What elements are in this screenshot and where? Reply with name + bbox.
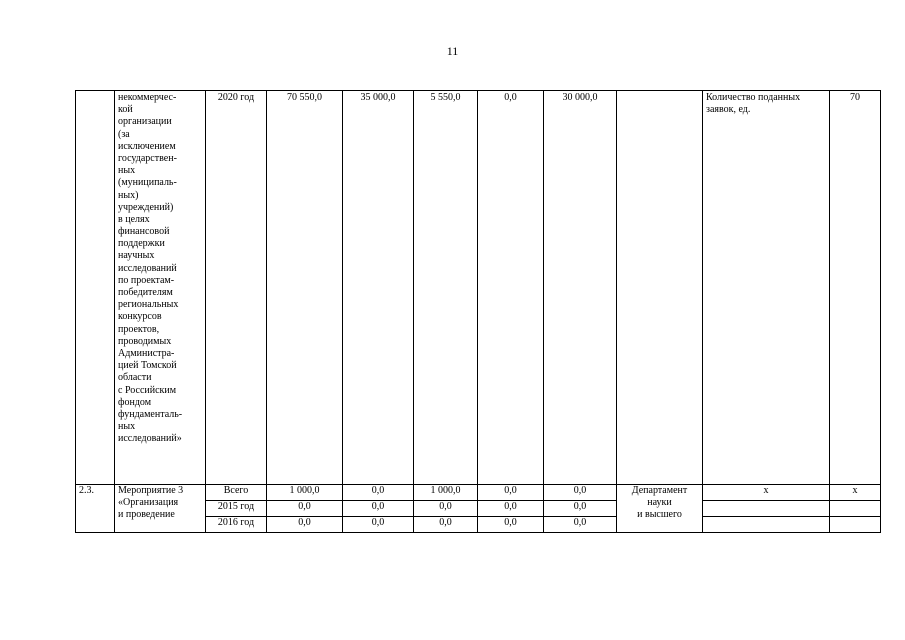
funding-cell: 0,0 bbox=[343, 501, 414, 517]
row-number-cell: 2.3. bbox=[76, 485, 115, 533]
program-table bbox=[75, 90, 881, 533]
year-cell: 2016 год bbox=[206, 517, 267, 533]
activity-description-cell: Мероприятие 3 «Организация и проведение bbox=[115, 485, 206, 533]
funding-cell: 0,0 bbox=[343, 517, 414, 533]
funding-cell: 0,0 bbox=[478, 517, 544, 533]
indicator-value-cell bbox=[830, 517, 881, 533]
funding-cell: 1 000,0 bbox=[414, 485, 478, 501]
funding-cell: 0,0 bbox=[478, 501, 544, 517]
funding-cell: 0,0 bbox=[478, 485, 544, 501]
total-cell: 0,0 bbox=[267, 501, 343, 517]
total-cell: 1 000,0 bbox=[267, 485, 343, 501]
page-number: 11 bbox=[446, 44, 459, 58]
indicator-name-cell: Количество поданных заявок, ед. bbox=[703, 91, 830, 485]
executor-cell bbox=[617, 91, 703, 485]
funding-cell: 0,0 bbox=[544, 501, 617, 517]
funding-cell: 0,0 bbox=[414, 517, 478, 533]
year-cell: 2020 год bbox=[206, 91, 267, 485]
total-cell: 70 550,0 bbox=[267, 91, 343, 485]
indicator-name-cell bbox=[703, 501, 830, 517]
activity-description-cell: некоммерчес- кой организации (за исключением государствен- ных (муниципаль- ных) учреждений) в целях финансовой поддержки научных исследований по проектам- победителям региональных конкурсов проектов, проводимых Администра- цией Томской области с Российским фондом фундаменталь- ных исследований» bbox=[115, 91, 206, 485]
indicator-name-cell bbox=[703, 517, 830, 533]
total-cell: 0,0 bbox=[267, 517, 343, 533]
year-cell: Всего bbox=[206, 485, 267, 501]
funding-cell: 5 550,0 bbox=[414, 91, 478, 485]
funding-cell: 0,0 bbox=[343, 485, 414, 501]
indicator-value-cell: х bbox=[830, 485, 881, 501]
table-row bbox=[76, 485, 881, 501]
funding-cell: 0,0 bbox=[544, 485, 617, 501]
funding-cell: 30 000,0 bbox=[544, 91, 617, 485]
year-cell: 2015 год bbox=[206, 501, 267, 517]
funding-cell: 0,0 bbox=[414, 501, 478, 517]
indicator-value-cell bbox=[830, 501, 881, 517]
indicator-name-cell: х bbox=[703, 485, 830, 501]
indicator-value-cell: 70 bbox=[830, 91, 881, 485]
funding-cell: 0,0 bbox=[478, 91, 544, 485]
row-number-cell bbox=[76, 91, 115, 485]
funding-cell: 0,0 bbox=[544, 517, 617, 533]
executor-cell: Департамент науки и высшего bbox=[617, 485, 703, 533]
table-row bbox=[76, 91, 881, 485]
funding-cell: 35 000,0 bbox=[343, 91, 414, 485]
